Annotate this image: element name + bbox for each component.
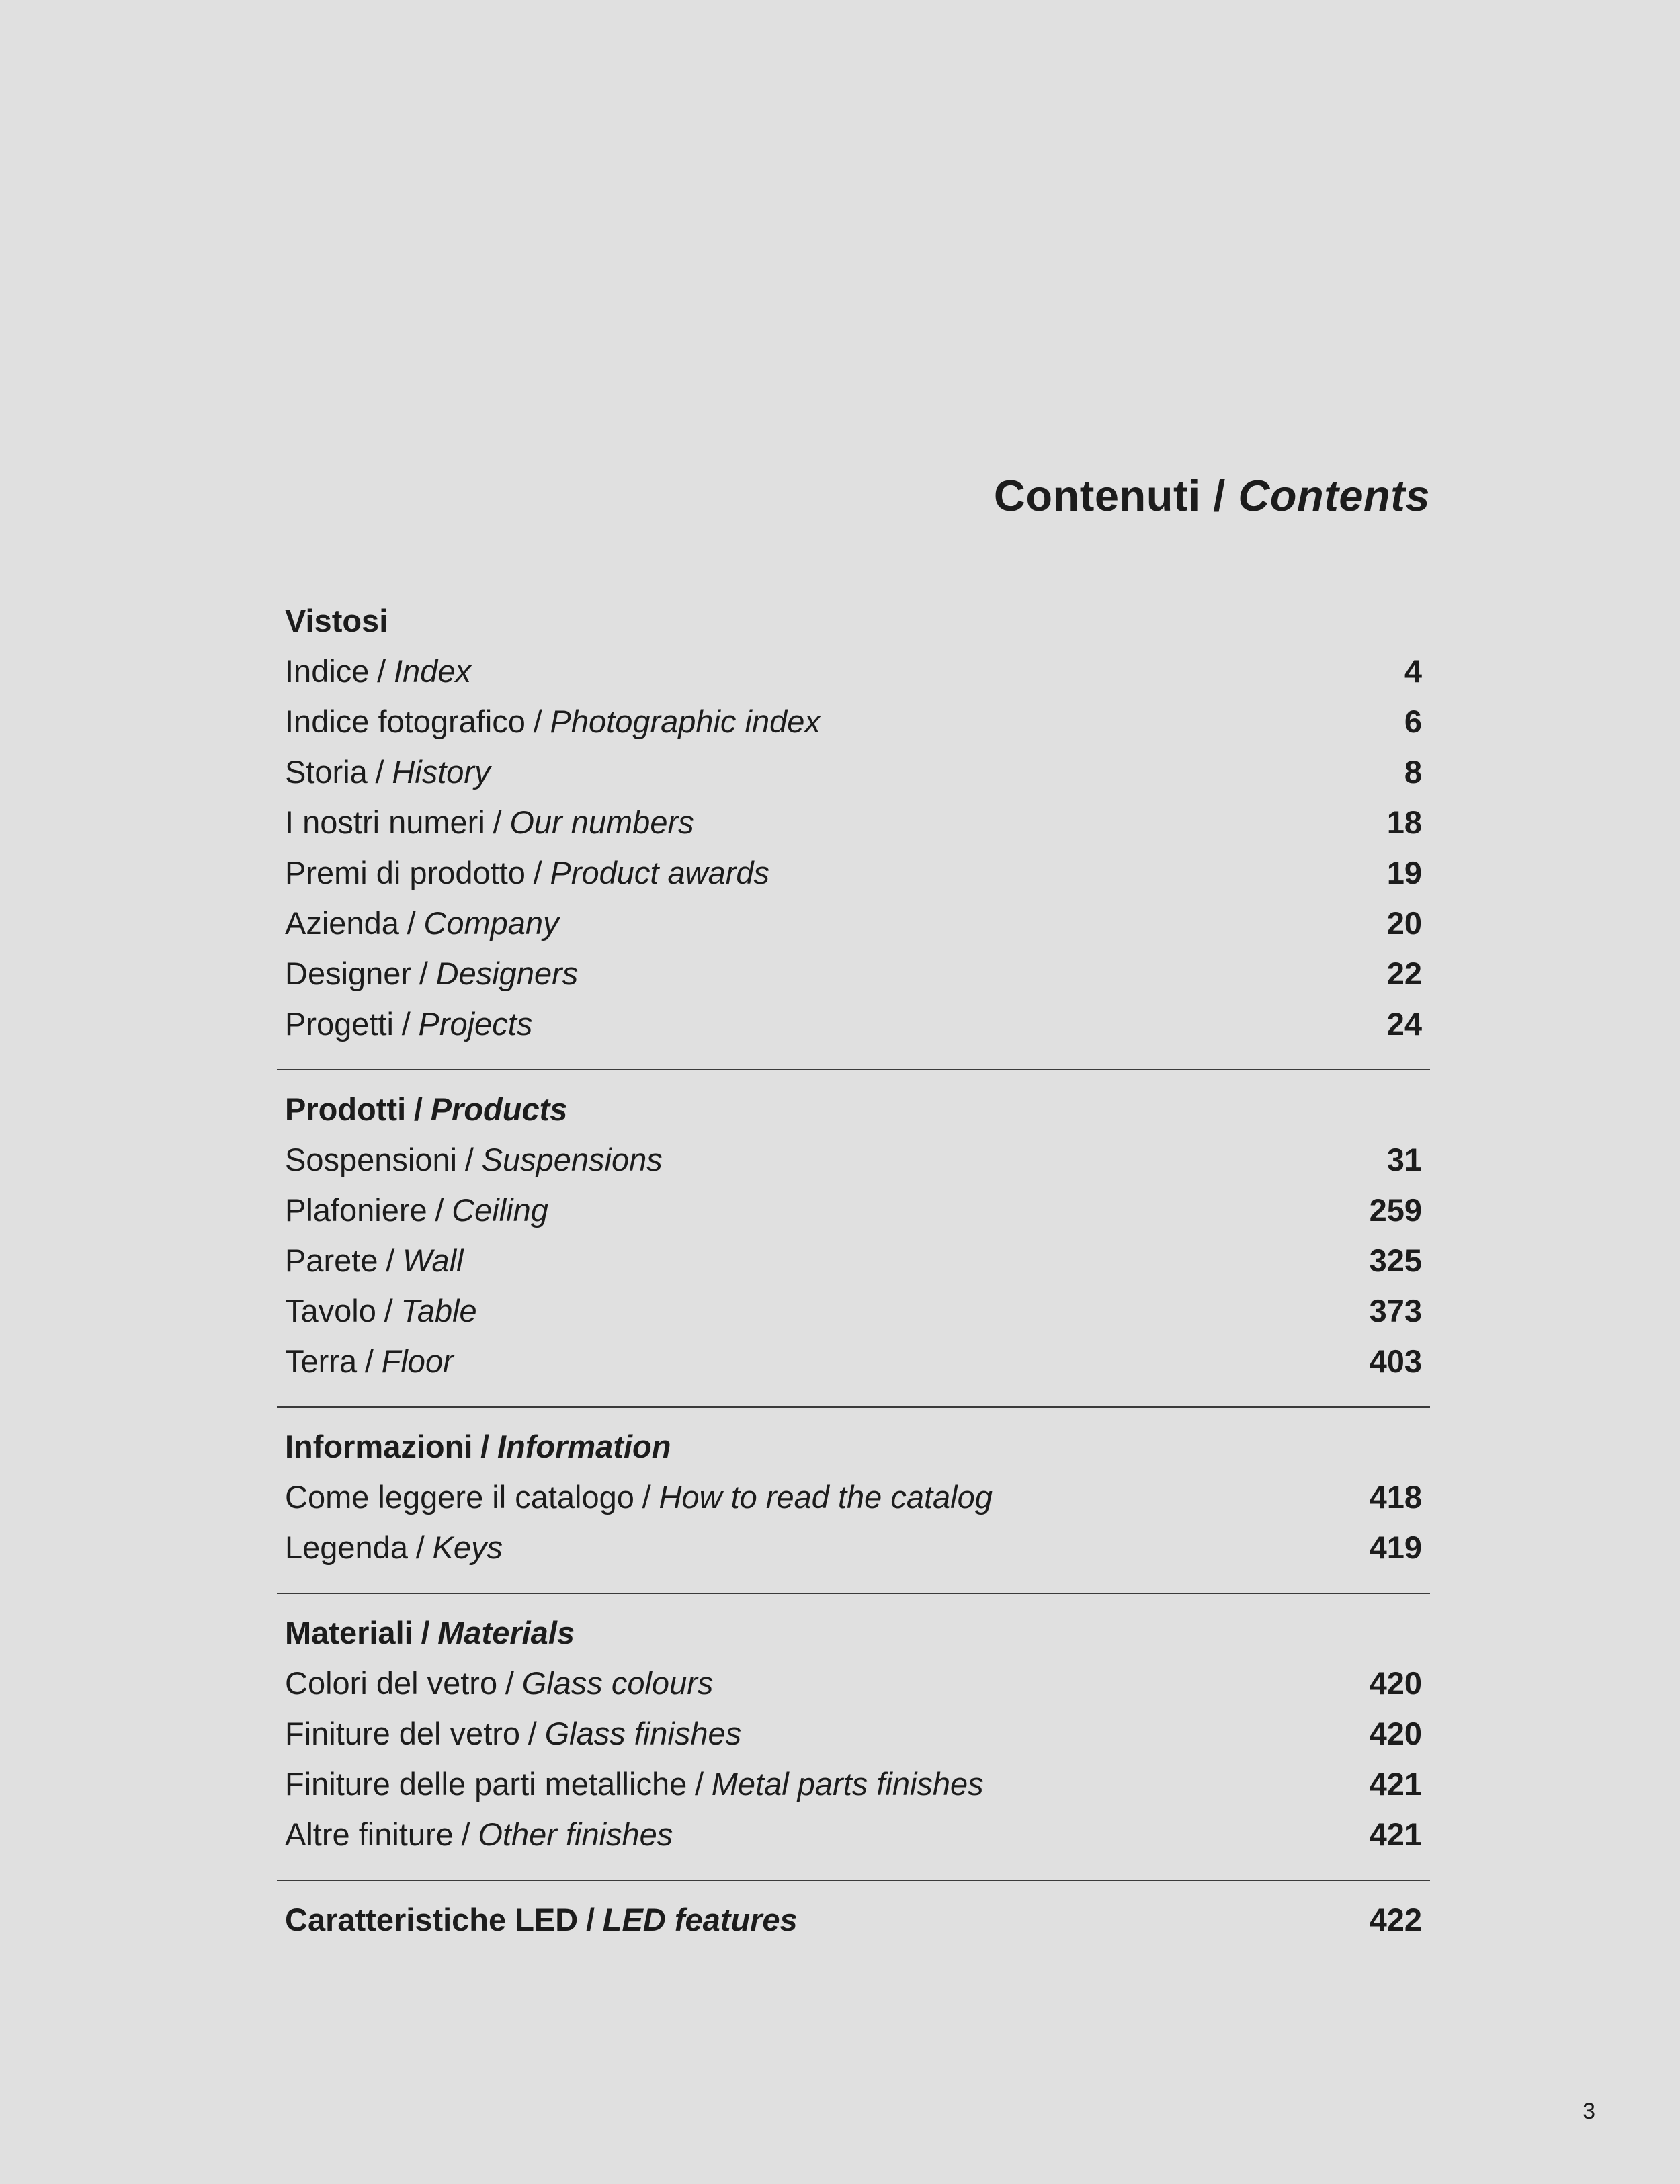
entry-page-number: 403: [1369, 1343, 1422, 1379]
entry-page-number: 421: [1369, 1816, 1422, 1852]
entry-label-it: Colori del vetro: [285, 1665, 498, 1701]
toc-entry[interactable]: Azienda / Company 20: [277, 898, 1430, 948]
entry-label-it: Sospensioni: [285, 1142, 458, 1177]
entry-label-en: Designers: [435, 956, 579, 991]
table-of-contents: [277, 586, 1430, 1965]
toc-section-led-features: [277, 1880, 1430, 1965]
toc-entry[interactable]: Come leggere il catalogo / How to read the catalog 418: [277, 1472, 1430, 1522]
toc-entry[interactable]: Altre finiture / Other finishes 421: [277, 1809, 1430, 1859]
entry-label-it: Terra: [285, 1343, 358, 1379]
entry-label-en: Keys: [432, 1529, 503, 1565]
entry-page-number: 8: [1404, 754, 1422, 790]
entry-page-number: 18: [1386, 804, 1422, 840]
entry-page-number: 259: [1369, 1192, 1422, 1228]
page-title-en: Contents: [1238, 471, 1430, 520]
entry-label-en: How to read the catalog: [659, 1479, 993, 1515]
page-number: 3: [1583, 2099, 1595, 2124]
page-title: [994, 470, 1430, 521]
entry-page-number: 19: [1386, 855, 1422, 890]
entry-page-number: 373: [1369, 1293, 1422, 1329]
entry-label-en: Our numbers: [509, 804, 694, 840]
entry-label-en: History: [392, 754, 491, 790]
entry-label-it: Storia: [285, 754, 368, 790]
toc-entry[interactable]: Finiture delle parti metalliche / Metal parts finishes 421: [277, 1759, 1430, 1809]
entry-page-number: 421: [1369, 1766, 1422, 1802]
entry-label-it: Finiture delle parti metalliche: [285, 1766, 687, 1802]
entry-page-number: 419: [1369, 1529, 1422, 1565]
entry-label-en: Floor: [381, 1343, 454, 1379]
entry-page-number: 420: [1369, 1665, 1422, 1701]
entry-label-it: I nostri numeri: [285, 804, 485, 840]
page-title-it: Contenuti: [993, 471, 1201, 520]
entry-label-it: Azienda: [285, 905, 399, 941]
entry-label-en: Table: [401, 1293, 477, 1329]
entry-page-number: 31: [1386, 1142, 1422, 1177]
toc-section-vistosi: [277, 586, 1430, 1069]
toc-entry[interactable]: Indice fotografico / Photographic index 6: [277, 696, 1430, 747]
toc-entry[interactable]: Plafoniere / Ceiling 259: [277, 1185, 1430, 1235]
toc-entry[interactable]: Progetti / Projects 24: [277, 999, 1430, 1049]
entry-label-it: Plafoniere: [285, 1192, 427, 1228]
entry-label-en: Glass finishes: [544, 1716, 742, 1751]
toc-entry[interactable]: Premi di prodotto / Product awards 19: [277, 847, 1430, 898]
entry-page-number: 24: [1386, 1006, 1422, 1042]
entry-label-en: Glass colours: [521, 1665, 714, 1701]
entry-label-it: Finiture del vetro: [285, 1716, 521, 1751]
page-title-separator: /: [1213, 471, 1226, 520]
entry-label-en: Projects: [418, 1006, 533, 1042]
toc-entry[interactable]: Storia / History 8: [277, 747, 1430, 797]
toc-section-materials: [277, 1593, 1430, 1880]
entry-label-en: Wall: [403, 1243, 464, 1278]
entry-page-number: 420: [1369, 1716, 1422, 1751]
entry-label-en: Ceiling: [452, 1192, 548, 1228]
entry-page-number: 418: [1369, 1479, 1422, 1515]
section-heading: Informazioni / Information: [285, 1429, 671, 1464]
entry-page-number: 4: [1404, 653, 1422, 689]
entry-label-it: Progetti: [285, 1006, 394, 1042]
entry-label-en: Photographic index: [550, 704, 821, 739]
entry-page-number: 6: [1404, 704, 1422, 739]
section-heading: Prodotti / Products: [285, 1091, 568, 1127]
entry-label-it: Indice: [285, 653, 370, 689]
toc-entry[interactable]: I nostri numeri / Our numbers 18: [277, 797, 1430, 847]
toc-entry[interactable]: Terra / Floor 403: [277, 1336, 1430, 1386]
entry-label-en: Product awards: [550, 855, 770, 890]
entry-label-en: Metal parts finishes: [711, 1766, 984, 1802]
toc-entry[interactable]: Finiture del vetro / Glass finishes 420: [277, 1708, 1430, 1759]
entry-page-number: 22: [1386, 956, 1422, 991]
entry-label-it: Parete: [285, 1243, 378, 1278]
toc-entry-led-features[interactable]: Caratteristiche LED / LED features 422: [277, 1894, 1430, 1945]
toc-entry[interactable]: Designer / Designers 22: [277, 948, 1430, 999]
entry-label-en: Company: [423, 905, 559, 941]
section-heading: Vistosi: [285, 603, 388, 638]
entry-label-it: Altre finiture: [285, 1816, 454, 1852]
entry-label-it: Premi di prodotto: [285, 855, 526, 890]
entry-label-it: Indice fotografico: [285, 704, 526, 739]
entry-label-en: Index: [393, 653, 471, 689]
entry-page-number: 325: [1369, 1243, 1422, 1278]
section-heading: Materiali / Materials: [285, 1615, 575, 1650]
toc-section-products: [277, 1069, 1430, 1406]
toc-section-information: [277, 1406, 1430, 1593]
entry-page-number: 20: [1386, 905, 1422, 941]
entry-label-it: Designer: [285, 956, 412, 991]
toc-entry[interactable]: Indice / Index 4: [277, 646, 1430, 696]
toc-entry[interactable]: Legenda / Keys 419: [277, 1522, 1430, 1572]
toc-entry[interactable]: Tavolo / Table 373: [277, 1286, 1430, 1336]
entry-label-en: Suspensions: [481, 1142, 663, 1177]
entry-page-number: 422: [1369, 1902, 1422, 1937]
toc-entry[interactable]: Parete / Wall 325: [277, 1235, 1430, 1286]
toc-entry[interactable]: Sospensioni / Suspensions 31: [277, 1134, 1430, 1185]
toc-entry[interactable]: Colori del vetro / Glass colours 420: [277, 1658, 1430, 1708]
entry-label-it: Tavolo: [285, 1293, 376, 1329]
entry-label-it: Legenda: [285, 1529, 408, 1565]
entry-label-it: Come leggere il catalogo: [285, 1479, 634, 1515]
entry-label-en: Other finishes: [478, 1816, 673, 1852]
